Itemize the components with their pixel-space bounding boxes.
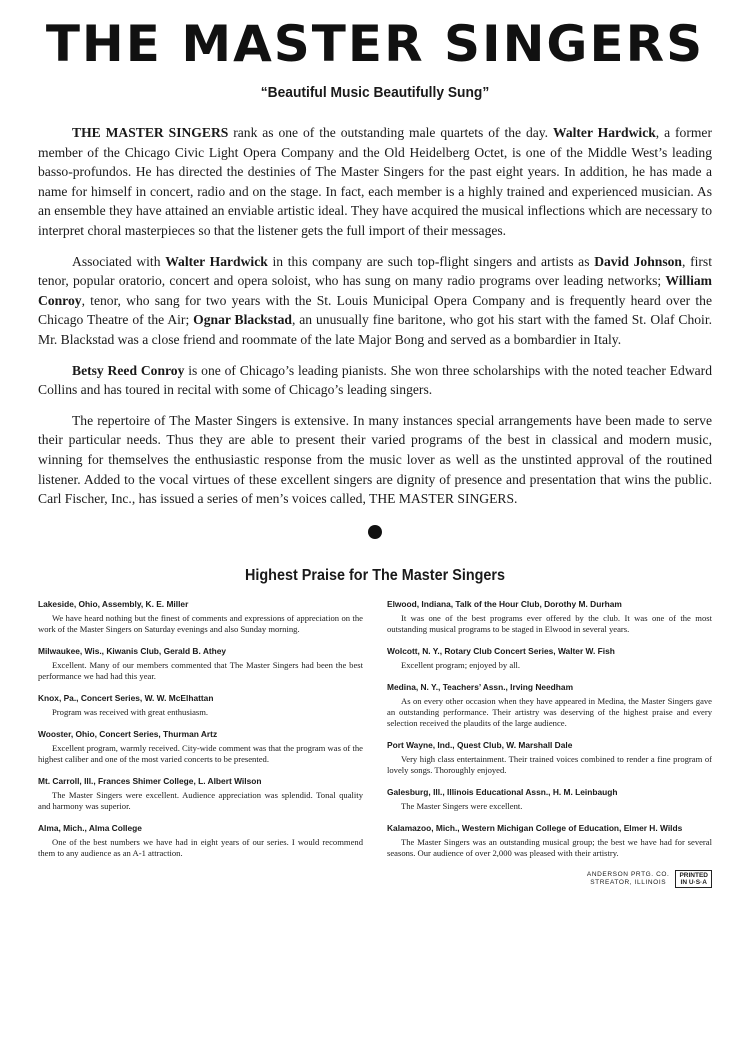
union-label-box xyxy=(675,870,712,888)
praise-entry xyxy=(387,823,712,859)
printer-imprint xyxy=(387,870,712,888)
text-run: , an unusually fine baritone, who got his start with the famed St. Olaf Choir. Mr. Blackstad was a close friend and roommate of the late Major Bong and served as a bombardier in Italy. xyxy=(38,312,712,347)
praise-quote: Program was received with great enthusiasm. xyxy=(52,706,209,717)
text-run: in this company are such top-flight singers and artists as xyxy=(267,253,595,269)
praise-quote: Excellent program, warmly received. City-wide comment was that the program was of the highest caliber and one of the most varied concerts to be presented. xyxy=(38,742,363,764)
praise-entry xyxy=(387,787,712,812)
praise-column-right xyxy=(387,599,712,888)
praise-entry xyxy=(38,729,363,765)
bold-name: Ognar Blackstad xyxy=(193,312,292,328)
text-run: , a former member of the Chicago Civic Light Opera Company and the Old Heidelberg Octet, is one of the Middle West’s leading basso-profundos. He has directed the destinies of The Master Singers for the past eight years. In addition, he has made a name for himself in concert, radio and on the stage. In fact, each member is a highly trained and experienced musician. As an ensemble they have attained an enviable artistic ideal. They have acquired the musical inflections which are necessary to interpret choral masterpieces so that the listener gets the full import of their messages. xyxy=(38,125,712,238)
praise-quote: One of the best numbers we have had in eight years of our series. I would recommend them to any audience as an A-1 attraction. xyxy=(38,836,363,858)
praise-quote: Very high class entertainment. Their trained voices combined to render a fine program of lovely songs. Thoroughly enjoyed. xyxy=(387,753,712,775)
bold-name: THE MASTER SINGERS xyxy=(72,125,229,140)
page-subtitle: “Beautiful Music Beautifully Sung” xyxy=(260,84,490,101)
text-run: , tenor, who sang for two years with the St. Louis Municipal Opera Company and is frequently heard over the Chicago Theatre of the Air; xyxy=(38,292,712,328)
praise-entry xyxy=(38,693,363,718)
praise-quote: The Master Singers were excellent. xyxy=(401,800,523,811)
body-text xyxy=(38,123,712,509)
printer-line: ANDERSON PRTG. CO. xyxy=(586,870,670,878)
bold-name: Betsy Reed Conroy xyxy=(72,362,185,378)
praise-entry xyxy=(387,646,712,671)
text-run: , first tenor, popular oratorio, concert and opera soloist, who has sung on many radio programs over leading networks; xyxy=(38,253,712,289)
praise-entry xyxy=(38,599,363,635)
praise-source: Wooster, Ohio, Concert Series, Thurman Artz xyxy=(38,728,218,739)
praise-quote: As on every other occasion when they have appeared in Medina, the Master Singers gave an outstanding performance. Their artistry was deserving of the highest praise and every selection received the plaudits of the large audience. xyxy=(387,695,712,728)
bold-name: Walter Hardwick xyxy=(552,125,656,140)
text-run: rank as one of the outstanding male quartets of the day. xyxy=(228,125,553,140)
praise-entry xyxy=(387,599,712,635)
praise-entry xyxy=(387,682,712,729)
praise-source: Galesburg, Ill., Illinois Educational Assn., H. M. Leinbaugh xyxy=(387,786,618,797)
praise-quote: The Master Singers was an outstanding musical group; the best we have had for several seasons. Our audience of over 2,000 was pleased with their artistry. xyxy=(387,836,712,858)
text-run: Associated with xyxy=(72,253,166,269)
praise-source: Knox, Pa., Concert Series, W. W. McElhattan xyxy=(38,692,214,703)
praise-quote: We have heard nothing but the finest of comments and expressions of appreciation on the work of the Master Singers on Saturday evenings and also Sunday morning. xyxy=(38,612,363,634)
praise-source: Lakeside, Ohio, Assembly, K. E. Miller xyxy=(38,598,189,609)
praise-quote: Excellent. Many of our members commented that The Master Singers had been the best performance we had had this year. xyxy=(38,659,363,681)
praise-entry xyxy=(38,776,363,812)
printer-line: STREATOR, ILLINOIS xyxy=(590,878,667,886)
union-label-line: PRINTED xyxy=(679,871,708,879)
paragraph-intro xyxy=(38,123,712,241)
praise-column-left xyxy=(38,599,363,888)
paragraph-pianist xyxy=(38,361,712,400)
praise-quote: It was one of the best programs ever offered by the club. It was one of the most outstanding musical programs to be staged in Elwood in several years. xyxy=(387,612,712,634)
union-label-line: IN U·S·A xyxy=(680,878,707,886)
praise-quote: Excellent program; enjoyed by all. xyxy=(401,659,521,670)
paragraph-repertoire: The repertoire of The Master Singers is extensive. In many instances special arrangements have been made to serve their particular needs. Thus they are able to present their varied programs of the best in classical and modern music, winning for themselves the enthusiastic response from the music lover as well as the unstinted approval of the routined listener. Added to the vocal virtues of these excellent singers are dignity of presence and presentation that wins the public. Carl Fischer, Inc., has issued a series of men’s voices called, THE MASTER SINGERS. xyxy=(38,412,712,507)
praise-columns xyxy=(38,599,712,888)
praise-quote: The Master Singers were excellent. Audience appreciation was splendid. Tonal quality and harmony was superior. xyxy=(38,789,363,811)
praise-entry xyxy=(387,740,712,776)
page-title: THE MASTER SINGERS xyxy=(45,15,705,73)
text-run: is one of Chicago’s leading pianists. She won three scholarships with the noted teacher Edward Collins and has toured in recital with some of Chicago’s leading singers. xyxy=(38,362,712,398)
praise-source: Elwood, Indiana, Talk of the Hour Club, Dorothy M. Durham xyxy=(387,598,622,609)
praise-source: Wolcott, N. Y., Rotary Club Concert Series, Walter W. Fish xyxy=(387,645,615,656)
praise-source: Milwaukee, Wis., Kiwanis Club, Gerald B. Athey xyxy=(38,645,227,656)
praise-source: Mt. Carroll, Ill., Frances Shimer College, L. Albert Wilson xyxy=(38,775,262,786)
bullet-divider xyxy=(368,525,382,539)
praise-entry xyxy=(38,823,363,859)
praise-source: Port Wayne, Ind., Quest Club, W. Marshall Dale xyxy=(387,739,573,750)
praise-entry xyxy=(38,646,363,682)
praise-heading: Highest Praise for The Master Singers xyxy=(244,566,506,584)
praise-source: Medina, N. Y., Teachers’ Assn., Irving Needham xyxy=(387,681,574,692)
paragraph-members xyxy=(38,252,712,350)
printer-name xyxy=(587,871,670,887)
bold-name: David Johnson xyxy=(594,253,682,269)
praise-source: Kalamazoo, Mich., Western Michigan College of Education, Elmer H. Wilds xyxy=(387,822,683,833)
praise-source: Alma, Mich., Alma College xyxy=(38,822,142,833)
bold-name: William Conroy xyxy=(38,273,712,308)
bold-name: Walter Hardwick xyxy=(165,253,268,269)
